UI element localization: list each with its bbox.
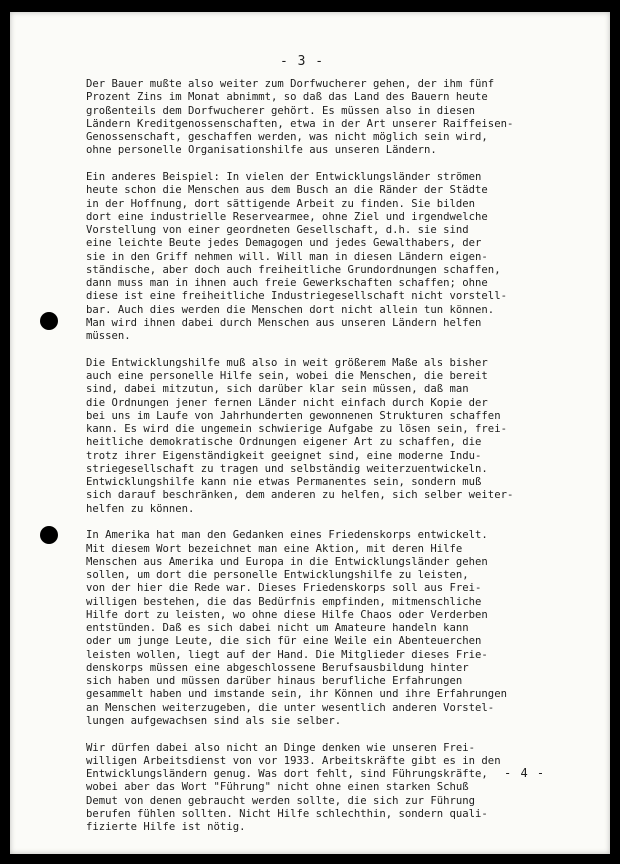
text-line: denskorps müssen eine abgeschlossene Berufsausbildung hinter xyxy=(86,661,469,674)
paragraph-3 xyxy=(86,357,606,516)
text-line: striegesellschaft zu tragen und selbständig weiterzuentwickeln. xyxy=(86,462,488,475)
text-line: Mit diesem Wort bezeichnet man eine Aktion, mit deren Hilfe xyxy=(86,542,463,555)
text-line: willigen bestehen, die das Bedürfnis empfinden, mitmenschliche xyxy=(86,595,482,608)
text-line: sollen, um dort die personelle Entwicklungshilfe zu leisten, xyxy=(86,569,469,581)
text-line: sich darauf beschränken, dem anderen zu helfen, sich selber weiter- xyxy=(86,489,514,502)
punch-hole xyxy=(40,526,58,544)
text-line: ständische, aber doch auch freiheitliche Grundordnungen schaffen, xyxy=(86,263,501,276)
text-line: die Ordnungen jener fernen Länder nicht einfach durch Kopie der xyxy=(86,396,488,409)
text-line: Entwicklungshilfe kann nie etwas Permanentes sein, sondern muß xyxy=(86,476,482,488)
text-line: Hilfe dort zu leisten, wo ohne diese Hilfe Chaos oder Verderben xyxy=(86,608,488,621)
text-line: In Amerika hat man den Gedanken eines Friedenskorps entwickelt. xyxy=(86,529,488,542)
punch-hole xyxy=(40,312,58,330)
text-line: an Menschen weiterzugeben, die unter wesentlich anderen Vorstel- xyxy=(86,701,495,714)
text-line: müssen. xyxy=(86,330,131,342)
paragraph-5 xyxy=(86,742,606,835)
page-number: - 3 - xyxy=(280,54,325,69)
text-line: gesammelt haben und imstande sein, ihr Können und ihre Erfahrungen xyxy=(86,688,507,701)
text-line: auch eine personelle Hilfe sein, wobei die Menschen, die bereit xyxy=(86,370,488,382)
text-line: von der hier die Rede war. Dieses Friedenskorps soll aus Frei- xyxy=(86,582,482,595)
text-line: in der Hoffnung, dort sättigende Arbeit zu finden. Sie bilden xyxy=(86,197,476,210)
text-line: Menschen aus Amerika und Europa in die Entwicklungsländer gehen xyxy=(86,555,488,568)
next-page-marker: - 4 - xyxy=(504,766,546,780)
typewritten-page xyxy=(10,12,610,854)
text-line: Wir dürfen dabei also nicht an Dinge denken wie unseren Frei- xyxy=(86,741,476,754)
paragraph-1 xyxy=(86,78,606,158)
text-line: Ländern Kreditgenossenschaften, etwa in der Art unserer Raiffeisen- xyxy=(86,117,514,130)
text-line: Vorstellung von einer geordneten Gesellschaft, d.h. sie sind xyxy=(86,224,469,236)
text-line: entstünden. Daß es sich dabei nicht um Amateure handeln kann xyxy=(86,622,469,634)
text-line: Ein anderes Beispiel: In vielen der Entwicklungsländer strömen xyxy=(86,171,482,183)
text-line: bei uns im Laufe von Jahrhunderten gewonnenen Strukturen schaffen xyxy=(86,409,501,422)
text-line: eine leichte Beute jedes Demagogen und jedes Gewalthabers, der xyxy=(86,237,482,250)
text-line: kann. Es wird die ungemein schwierige Aufgabe zu lösen sein, frei- xyxy=(86,423,507,435)
text-line: bar. Auch dies werden die Menschen dort nicht allein tun können. xyxy=(86,303,495,316)
text-line: heute schon die Menschen aus dem Busch an die Ränder der Städte xyxy=(86,184,488,197)
text-line: Genossenschaft, geschaffen werden, was nicht möglich sein wird, xyxy=(86,131,488,143)
text-line: wobei aber das Wort "Führung" nicht ohne einen starken Schuß xyxy=(86,781,469,794)
text-line: willigen Arbeitsdienst von vor 1933. Arbeitskräfte gibt es in den xyxy=(86,754,501,767)
text-line: berufen fühlen sollten. Nicht Hilfe schlechthin, sondern quali- xyxy=(86,807,488,820)
text-line: sie in den Griff nehmen will. Will man in diesen Ländern eigen- xyxy=(86,250,488,263)
text-line: Demut von denen gebraucht werden sollte, die sich zur Führung xyxy=(86,794,476,807)
text-line: Man wird ihnen dabei durch Menschen aus unseren Ländern helfen xyxy=(86,316,482,329)
text-line: lungen aufgewachsen sind als sie selber. xyxy=(86,714,342,727)
text-line: ohne personelle Organisationshilfe aus unseren Ländern. xyxy=(86,144,437,157)
text-line: dort eine industrielle Reservearmee, ohne Ziel und irgendwelche xyxy=(86,210,488,223)
text-line: Der Bauer mußte also weiter zum Dorfwucherer gehen, der ihm fünf xyxy=(86,78,495,90)
text-line: sich haben und müssen darüber hinaus berufliche Erfahrungen xyxy=(86,675,463,687)
text-line: großenteils dem Dorfwucherer gehört. Es müssen also in diesen xyxy=(86,104,476,117)
text-line: Prozent Zins im Monat abnimmt, so daß das Land des Bauern heute xyxy=(86,91,488,104)
text-line: helfen zu können. xyxy=(86,502,195,515)
paragraph-4 xyxy=(86,529,606,728)
text-line: sind, dabei mitzutun, sich darüber klar sein müssen, daß man xyxy=(86,383,469,396)
text-line: oder um junge Leute, die sich für eine Weile ein Abenteuerchen xyxy=(86,635,482,648)
text-line: fizierte Hilfe ist nötig. xyxy=(86,821,246,833)
text-line: trotz ihrer Eigenständigkeit geeignet sind, eine moderne Indu- xyxy=(86,449,482,462)
document-body xyxy=(86,78,606,848)
text-line: dann muss man in ihnen auch freie Gewerkschaften schaffen; ohne xyxy=(86,277,488,289)
text-line: diese ist eine freiheitliche Industriegesellschaft nicht vorstell- xyxy=(86,290,507,303)
text-line: leisten wollen, liegt auf der Hand. Die Mitglieder dieses Frie- xyxy=(86,648,488,661)
text-line: heitliche demokratische Ordnungen eigener Art zu schaffen, die xyxy=(86,436,482,449)
text-line: Entwicklungsländern genug. Was dort fehlt, sind Führungskräfte, xyxy=(86,768,488,780)
text-line: Die Entwicklungshilfe muß also in weit größerem Maße als bisher xyxy=(86,356,488,369)
paragraph-2 xyxy=(86,171,606,343)
